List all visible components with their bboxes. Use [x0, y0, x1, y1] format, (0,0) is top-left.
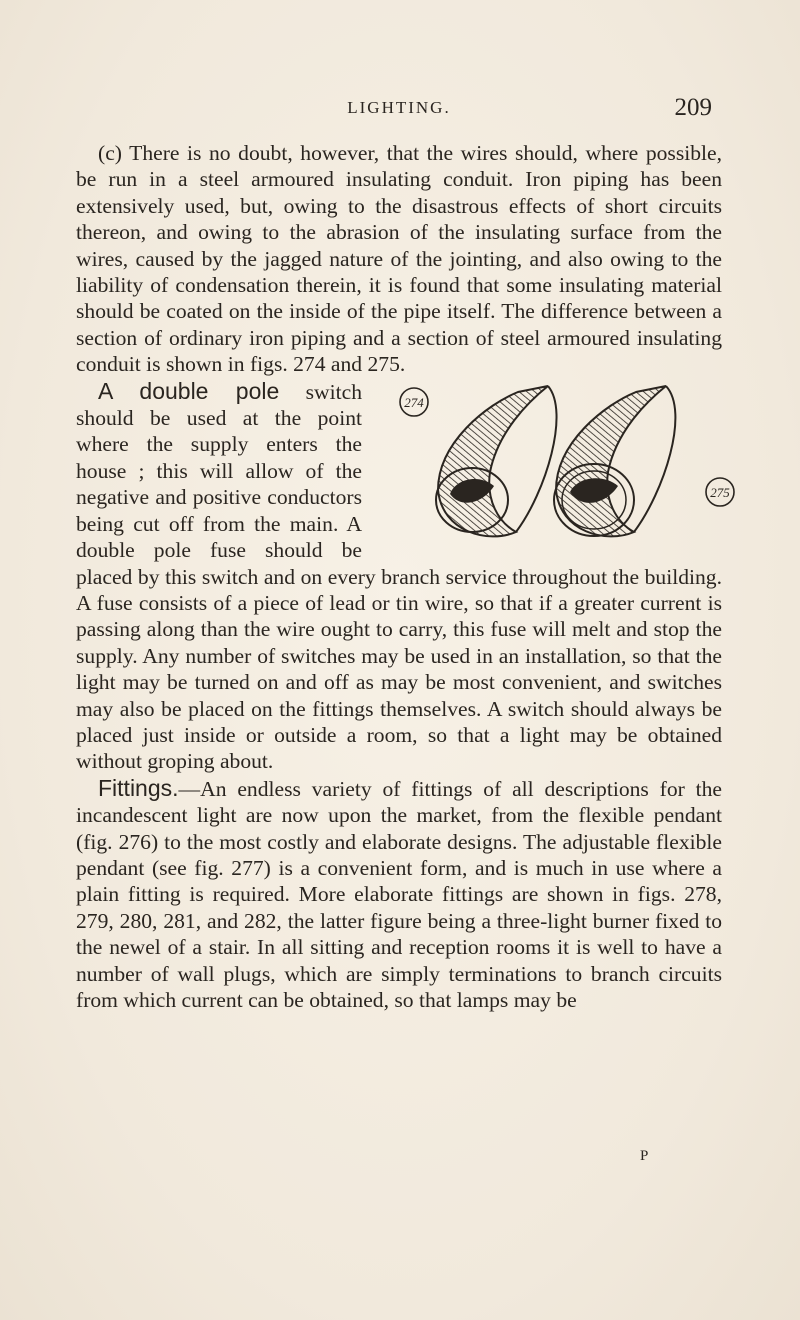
fig-label-274	[400, 388, 428, 416]
paragraph-conduit: (c) There is no doubt, however, that the wires should, where possible, be run in a steel armoured insulating conduit. Iron piping has been extensively used, but, owing to the disastrous effects of short circuits thereon, and owing to the abrasion of the insulating surface from the wires, caused by the jagged nature of the jointing, and also owing to the liability of condensation therein, it is found that some insulating material should be coated on the inside of the pipe itself. The difference between a section of ordinary iron piping and a section of steel armoured insulating conduit is shown in figs. 274 and 275.	[76, 141, 722, 377]
paragraph-fittings	[76, 775, 722, 1014]
figure-275	[554, 386, 675, 536]
page-header	[76, 94, 722, 128]
conduit-figures	[376, 382, 730, 552]
heading-double-pole: A double pole	[98, 377, 280, 404]
fig-label-275	[706, 478, 734, 506]
svg-text:274: 274	[404, 394, 424, 410]
svg-text:275: 275	[710, 484, 730, 500]
paragraph-fittings-text: —An endless variety of fittings of all descriptions for the incandescent light are now upon the market, from the flexible pendant (fig. 276) to the most costly and elaborate designs. The adjustable flexible pendant (see fig. 277) is a convenient form, and is much in use where a plain fitting is required. More elaborate fittings are shown in figs. 278, 279, 280, 281, and 282, the latter figure being a three-light burner fixed to the newel of a stair. In all sitting and reception rooms it is well to have a number of wall plugs, which are simply terminations to branch circuits from which current can be obtained, so that lamps may be	[76, 776, 722, 1012]
heading-fittings: Fittings.	[98, 774, 179, 801]
signature-mark: P	[640, 1148, 649, 1164]
paragraph-switches	[76, 377, 730, 775]
body-text	[76, 140, 730, 1013]
pipe-sections-illustration	[398, 382, 744, 552]
figure-274	[436, 386, 557, 536]
running-head: LIGHTING.	[347, 98, 451, 117]
paragraph-switches-text: switch should be used at the point where the supply enters the house ; this will allow of the negative and positive conductors being cut off from the main. A double pole fuse should be placed by this switch and on every branch service throughout the building. A fuse consists of a piece of lead or tin wire, so that if a greater current is passing along than the wire ought to carry, this fuse will melt and stop the supply. Any number of switches may be used in an installation, so that the light may be turned on and off as may be most convenient, and switches may also be placed on the fittings themselves. A switch should always be placed just inside or outside a room, so that a light may be obtained without groping about.	[76, 379, 722, 774]
page-number: 209	[674, 94, 712, 121]
